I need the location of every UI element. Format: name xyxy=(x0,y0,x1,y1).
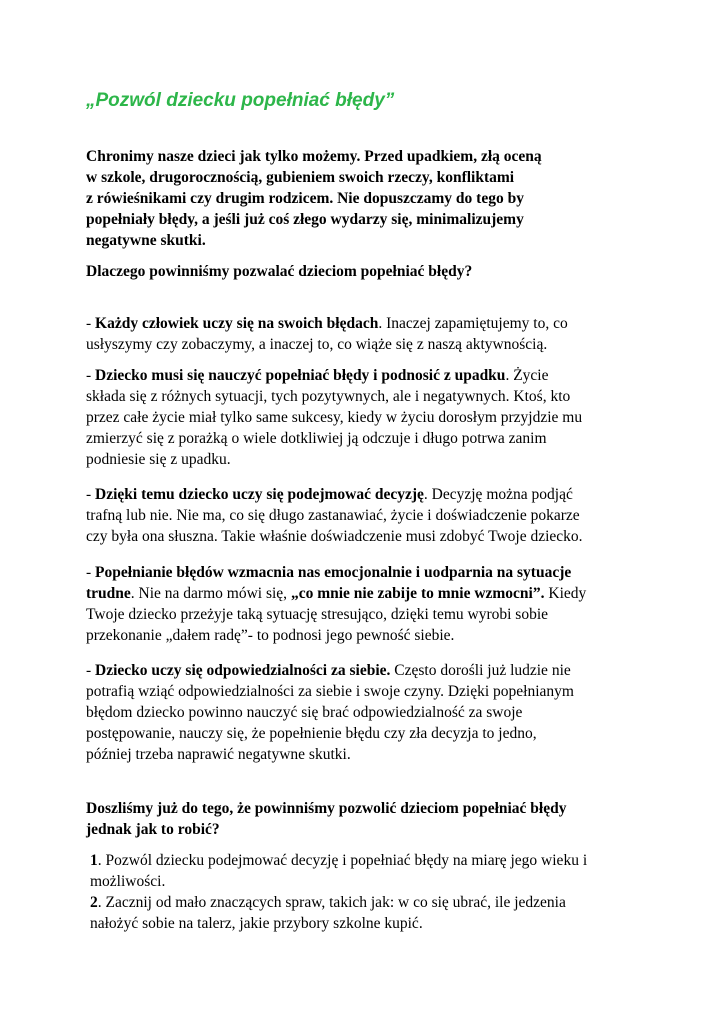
reason-bold: Dziecko uczy się odpowiedzialności za siebie. xyxy=(95,662,391,679)
reason-text: . Inaczej zapamiętujemy to, co xyxy=(378,315,568,332)
reason-paragraph-5 xyxy=(86,660,646,765)
reason-text: Często dorośli już ludzie nie xyxy=(390,662,571,679)
reason-bold: Dzięki temu dziecko uczy się podejmować decyzję xyxy=(95,486,424,503)
question-text: Doszliśmy już do tego, że powinniśmy pozwolić dzieciom popełniać błędy xyxy=(86,800,567,817)
reason-line: zmierzyć się z porażką o wiele dotkliwiej ją odczuje i długo potrwa zanim xyxy=(86,430,547,447)
list-number: 2 xyxy=(90,894,98,911)
reason-line: błędom dziecko powinno nauczyć się brać odpowiedzialność za swoje xyxy=(86,704,523,721)
intro-line: z rówieśnikami czy drugim rodzicem. Nie dopuszczamy do tego by xyxy=(86,190,524,207)
list-item-continuation: nałożyć sobie na talerz, jakie przybory szkolne kupić. xyxy=(90,915,423,932)
reason-line: składa się z różnych sytuacji, tych pozytywnych, ale i negatywnych. Ktoś, kto xyxy=(86,388,571,405)
reason-line: czy była ona słuszna. Takie właśnie doświadczenie musi zdobyć Twoje dziecko. xyxy=(86,528,583,545)
list-number: 1 xyxy=(90,852,98,869)
reason-text: Kiedy xyxy=(544,585,587,602)
dash: - xyxy=(86,367,96,384)
reason-text: . Życie xyxy=(505,367,549,384)
reason-line: usłyszymy czy zobaczymy, a inaczej to, co wiąże się z naszą aktywnością. xyxy=(86,336,548,353)
dash: - xyxy=(86,564,96,581)
reason-paragraph-1 xyxy=(86,313,646,355)
dash: - xyxy=(86,662,96,679)
question-text: Dlaczego powinniśmy pozwalać dzieciom popełniać błędy? xyxy=(86,263,473,280)
intro-line: negatywne skutki. xyxy=(86,232,206,249)
reason-line: później trzeba naprawić negatywne skutki. xyxy=(86,746,351,763)
reason-bold: Dziecko musi się nauczyć popełniać błędy i podnosić z upadku xyxy=(95,367,506,384)
reason-line: podniesie się z upadku. xyxy=(86,451,231,468)
document-title: „Pozwól dziecku popełniać błędy” xyxy=(86,90,395,111)
list-text: . Zacznij od mało znaczących spraw, takich jak: w co się ubrać, ile jedzenia xyxy=(97,894,566,911)
reason-bold: trudne xyxy=(86,585,131,602)
reason-bold: Każdy człowiek uczy się na swoich błędach xyxy=(95,315,379,332)
reason-bold: Popełnianie błędów wzmacnia nas emocjonalnie i uodparnia na sytuacje xyxy=(95,564,572,581)
dash: - xyxy=(86,486,96,503)
quote-bold: „co mnie nie zabije to mnie wzmocni”. xyxy=(290,585,545,602)
question-heading-2 xyxy=(86,798,646,840)
reason-text: . Nie na darmo mówi się, xyxy=(130,585,291,602)
dash: - xyxy=(86,315,96,332)
reason-text: . Decyzję można podjąć xyxy=(423,486,573,503)
advice-list xyxy=(90,850,650,934)
intro-paragraph xyxy=(86,146,646,251)
list-item-continuation: możliwości. xyxy=(90,873,166,890)
list-text: . Pozwól dziecku podejmować decyzję i popełniać błędy na miarę jego wieku i xyxy=(97,852,588,869)
intro-line: popełniały błędy, a jeśli już coś złego wydarzy się, minimalizujemy xyxy=(86,211,524,228)
reason-line: trafną lub nie. Nie ma, co się długo zastanawiać, życie i doświadczenie pokarze xyxy=(86,507,580,524)
reason-paragraph-3 xyxy=(86,484,646,547)
reason-line: potrafią wziąć odpowiedzialności za siebie i swoje czyny. Dzięki popełnianym xyxy=(86,683,574,700)
reason-paragraph-4 xyxy=(86,562,646,646)
list-item xyxy=(90,892,650,913)
reason-paragraph-2 xyxy=(86,365,646,470)
reason-line: przez całe życie miał tylko same sukcesy, kiedy w życiu dorosłym przyjdzie mu xyxy=(86,409,583,426)
reason-line: Twoje dziecko przeżyje taką sytuację stresująco, dzięki temu wyrobi sobie xyxy=(86,606,549,623)
list-item xyxy=(90,850,650,871)
reason-line: przekonanie „dałem radę”- to podnosi jego pewność siebie. xyxy=(86,627,455,644)
intro-line: Chronimy nasze dzieci jak tylko możemy. Przed upadkiem, złą oceną xyxy=(86,148,542,165)
question-text: jednak jak to robić? xyxy=(86,821,220,838)
intro-line: w szkole, drugorocznością, gubieniem swoich rzeczy, konfliktami xyxy=(86,169,515,186)
reason-line: postępowanie, nauczy się, że popełnienie błędu czy zła decyzja to jedno, xyxy=(86,725,537,742)
question-heading-1 xyxy=(86,261,646,282)
